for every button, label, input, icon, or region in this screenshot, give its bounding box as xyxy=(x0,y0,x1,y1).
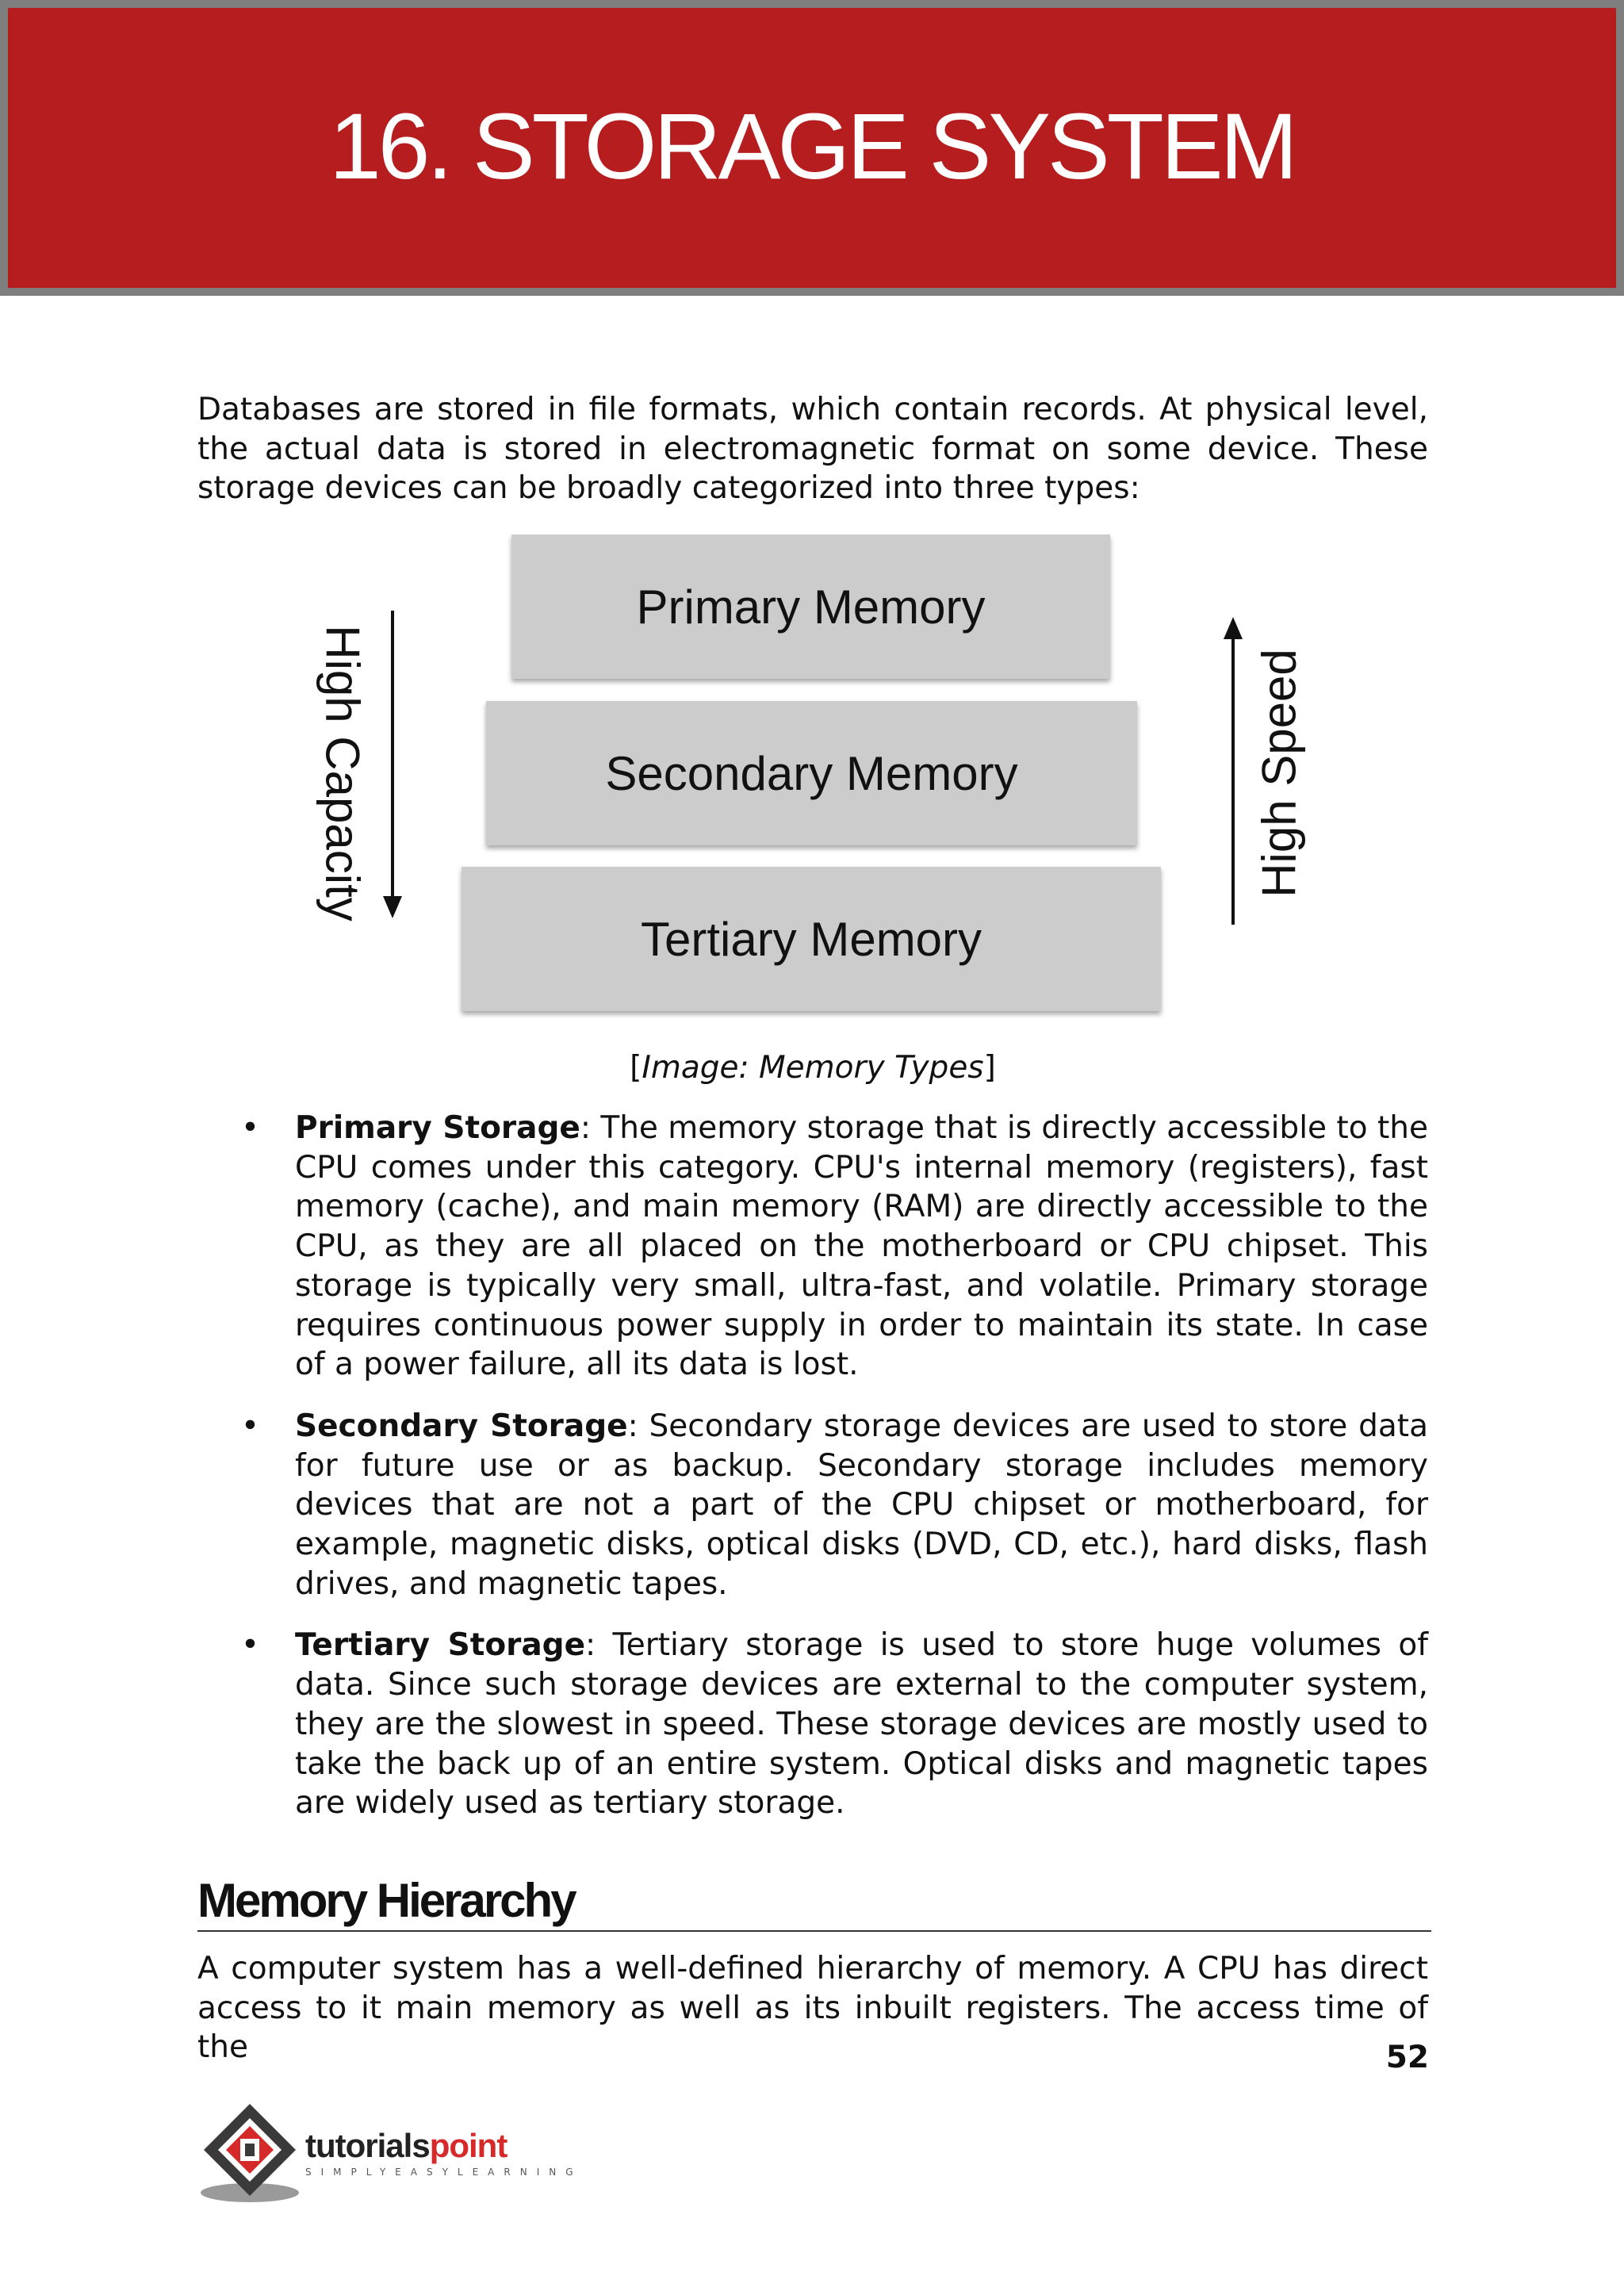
high-capacity-label: High Capacity xyxy=(316,625,370,921)
bullet-icon: • xyxy=(241,1627,260,1664)
list-item-primary-storage: • Primary Storage: The memory storage that is directly accessible to the CPU comes under this category. CPU's internal memory (registers), fast memory (cache), and main memory (RAM) are directly accessible to the CPU, as they are all placed on the motherboard or CPU chipset. This storage is typically very small, ultra-fast, and volatile. Primary storage requires continuous power supply in order to maintain its state. In case of a power failure, all its data is lost. xyxy=(241,1110,1428,1383)
section-divider xyxy=(197,1930,1431,1932)
bullet-icon: • xyxy=(241,1110,260,1146)
chapter-title: 16. STORAGE SYSTEM xyxy=(329,94,1295,199)
intro-paragraph: Databases are stored in file formats, which contain records. At physical level, the actual data is stored in electromagnetic format on some device. These storage devices can be broadly categorized into three types: xyxy=(197,392,1428,506)
bullet-icon: • xyxy=(241,1408,260,1444)
logo-diamond-icon xyxy=(194,2098,305,2209)
caption-text: Image: Memory Types xyxy=(642,1050,984,1086)
tertiary-memory-box: Tertiary Memory xyxy=(462,867,1161,1011)
list-item-tertiary-storage: • Tertiary Storage: Tertiary storage is used to store huge volumes of data. Since such storage devices are external to the computer system, they are the slowest in speed. These storage devices are mostly used to take the back up of an entire system. Optical disks and magnetic tapes are widely used as tertiary storage. xyxy=(241,1627,1428,1822)
speed-arrow-icon xyxy=(1221,617,1245,926)
memory-types-diagram xyxy=(301,523,1332,1031)
logo-wordmark: tutorialspoint xyxy=(305,2127,508,2164)
logo-tagline: SIMPLYEASYLEARNING xyxy=(305,2167,583,2178)
high-speed-label: High Speed xyxy=(1252,649,1306,898)
memory-hierarchy-paragraph: A computer system has a well-defined hierarchy of memory. A CPU has direct access to it main memory as well as its inbuilt registers. The access time of the xyxy=(197,1951,1428,2065)
capacity-arrow-icon xyxy=(381,611,404,920)
chapter-header xyxy=(0,0,1624,296)
storage-types-list xyxy=(197,1109,1428,1845)
list-item-secondary-storage: • Secondary Storage: Secondary storage devices are used to store data for future use or as backup. Secondary storage includes memory devices that are not a part of the CPU chipset or motherboard, for example, magnetic disks, optical disks (DVD, CD, etc.), hard disks, flash drives, and magnetic tapes. xyxy=(241,1408,1428,1602)
section-heading: Memory Hierarchy xyxy=(197,1874,575,1927)
figure-caption: [Image: Memory Types] xyxy=(630,1050,996,1086)
secondary-memory-box: Secondary Memory xyxy=(486,701,1137,845)
page-number: 52 xyxy=(1385,2040,1429,2075)
primary-memory-box: Primary Memory xyxy=(511,534,1110,679)
tutorialspoint-logo xyxy=(194,2094,583,2213)
